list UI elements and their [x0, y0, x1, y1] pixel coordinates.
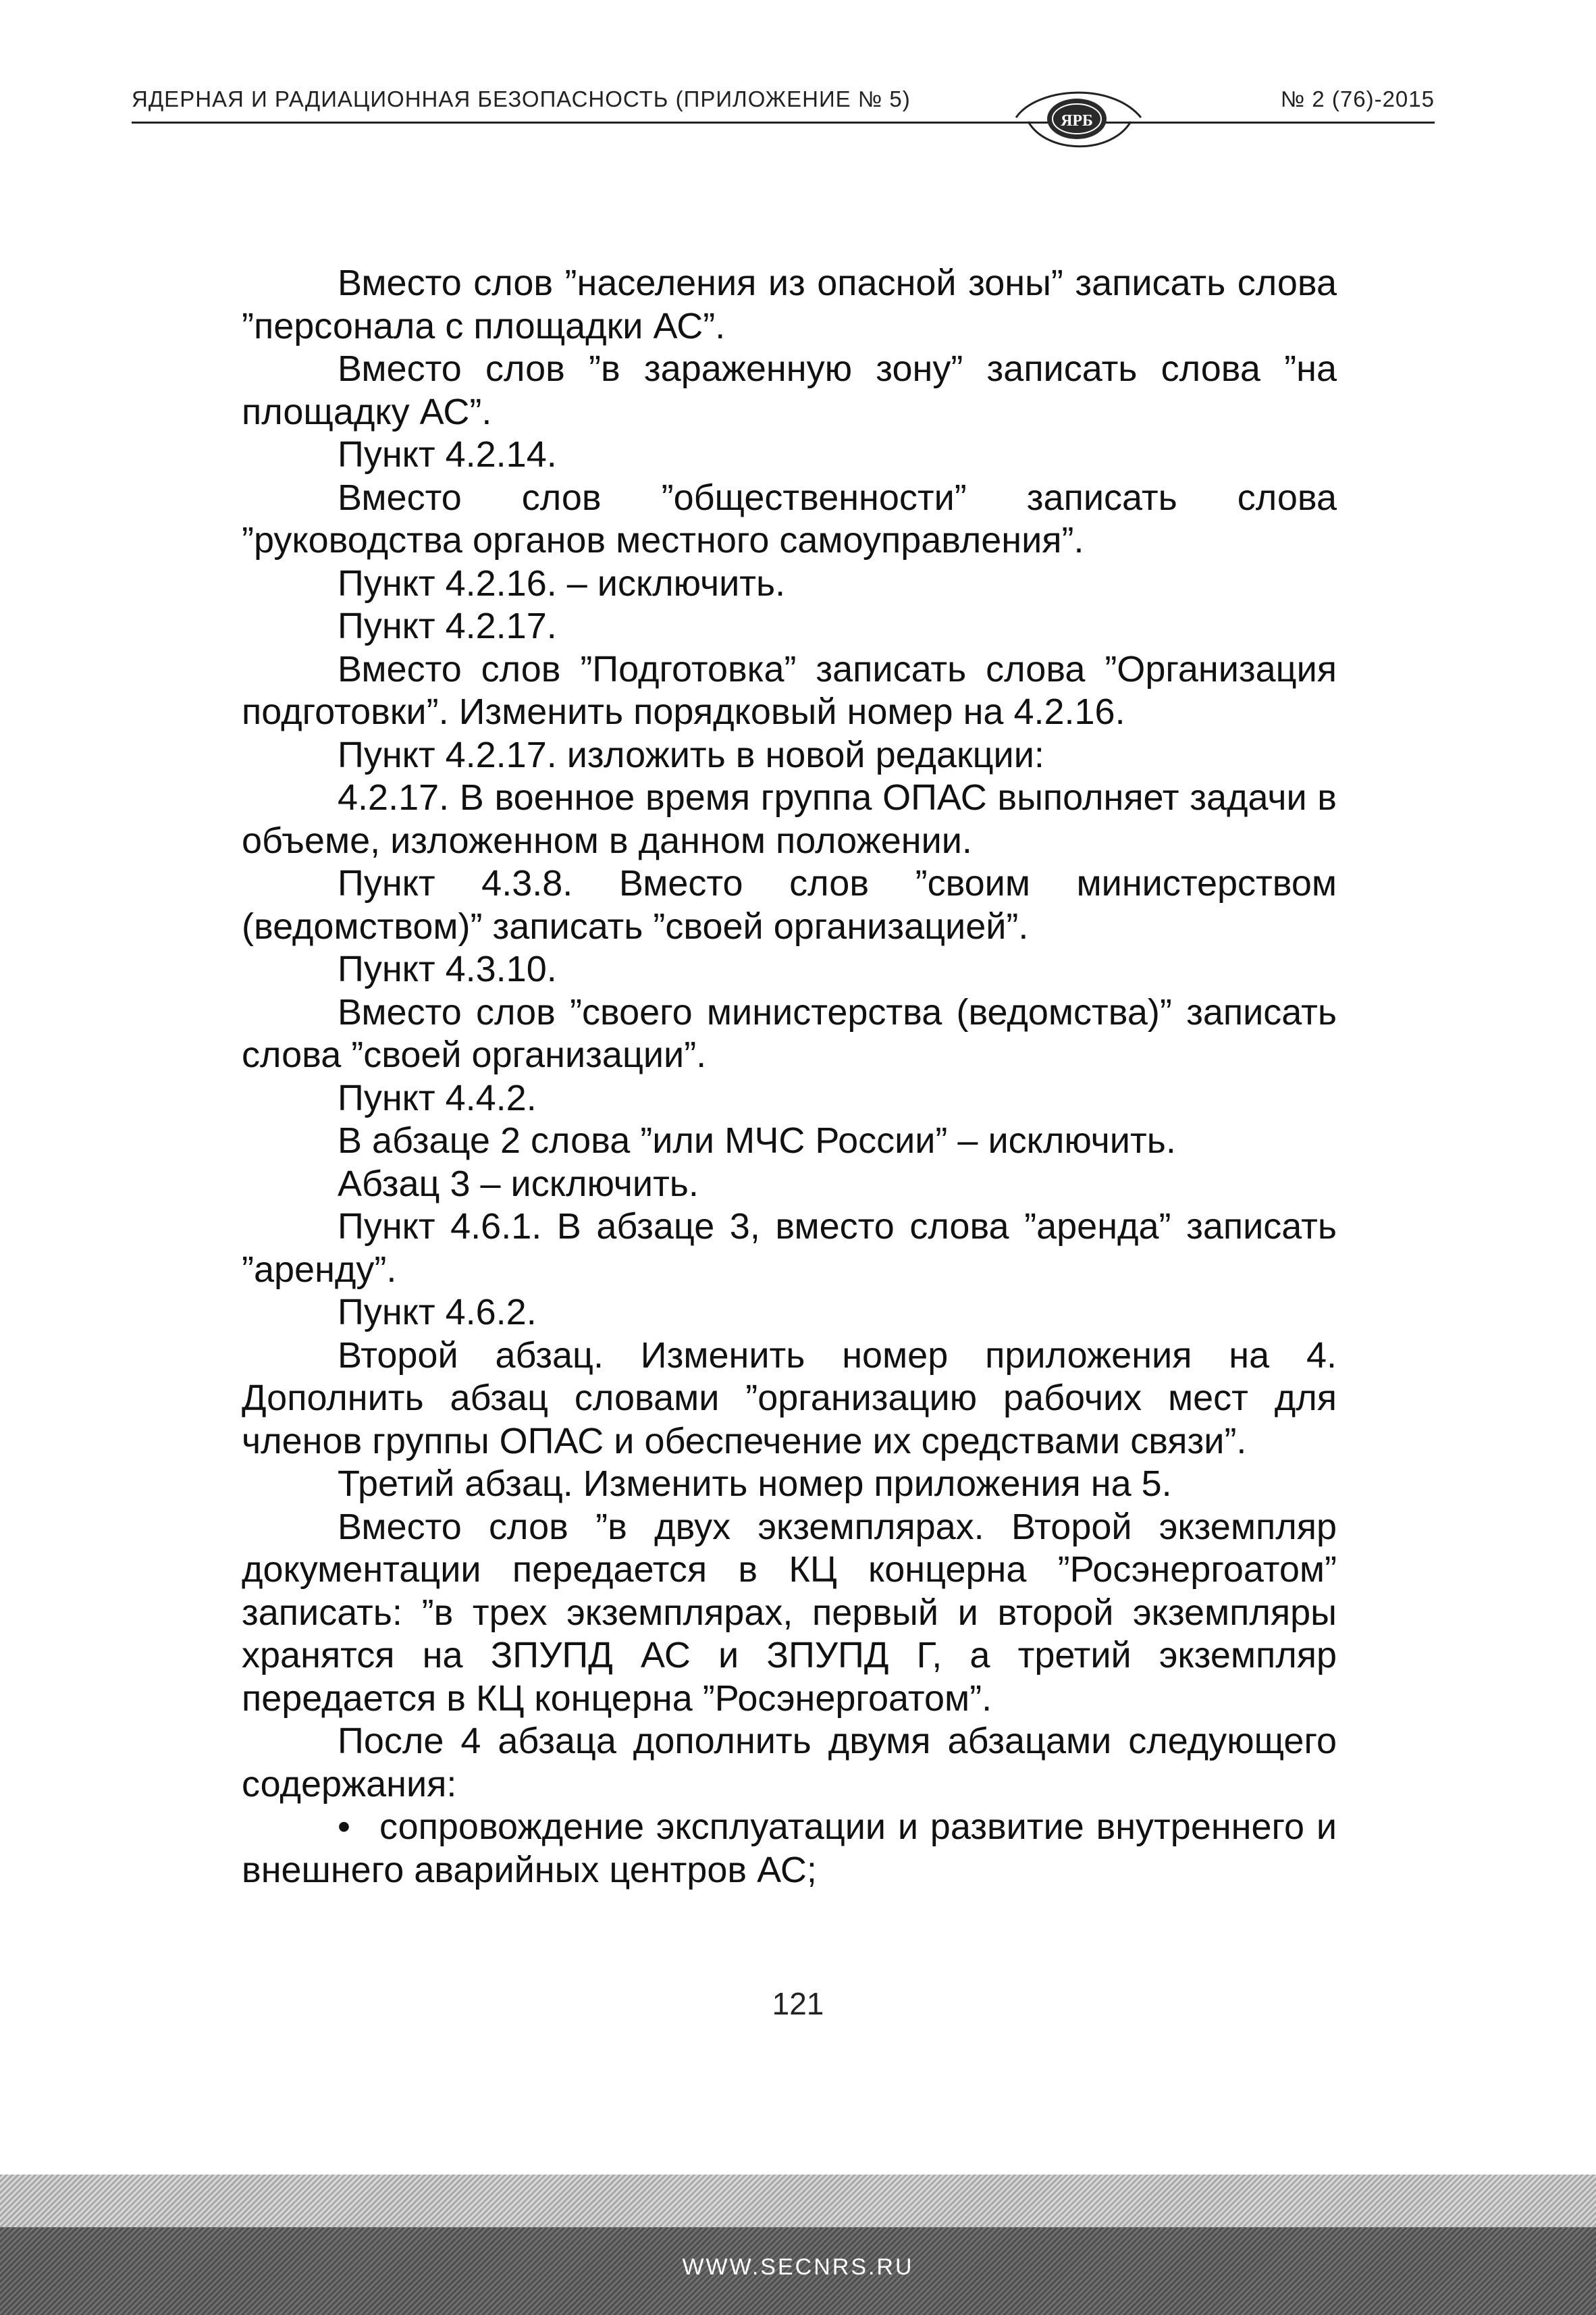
page-header [132, 80, 1435, 154]
journal-title: ЯДЕРНАЯ И РАДИАЦИОННАЯ БЕЗОПАСНОСТЬ (ПРИЛОЖЕНИЕ № 5) [132, 86, 911, 111]
document-body [242, 262, 1337, 1892]
paragraph: Пункт 4.2.14. [338, 434, 557, 475]
logo-lettering: ЯРБ [1061, 112, 1093, 130]
footer-pattern-band [0, 2175, 1596, 2227]
paragraph: Вместо слов ”населения из опасной зоны” записать слова ”персонала с площадки АС”. [242, 263, 1337, 346]
paragraph: В абзаце 2 слова ”или МЧС России” – исключить. [338, 1120, 1176, 1161]
paragraph: Пункт 4.2.17. [338, 606, 557, 646]
paragraph: 4.2.17. В военное время группа ОПАС выполняет задачи в объеме, изложенном в данном положении. [242, 777, 1337, 861]
paragraph: Пункт 4.4.2. [338, 1077, 537, 1118]
paragraph: Пункт 4.2.17. изложить в новой редакции: [338, 734, 1044, 775]
issue-number: № 2 (76)-2015 [1280, 86, 1435, 111]
paragraph: Пункт 4.6.2. [338, 1292, 537, 1332]
paragraph: Пункт 4.6.1. В абзаце 3, вместо слова ”аренда” записать ”аренду”. [242, 1206, 1337, 1290]
bullet-text: сопровождение эксплуатации и развитие внутреннего и внешнего аварийных центров АС; [242, 1806, 1337, 1890]
paragraph: Пункт 4.3.10. [338, 949, 557, 989]
page-number: 121 [772, 1986, 824, 2021]
paragraph: Вместо слов ”в двух экземплярах. Второй экземпляр документации передается в КЦ концерна ”Росэнергоатом” записать: ”в трех экземплярах, первый и второй экземпляры хранятся на ЗПУПД АС и ЗПУПД Г, а третий экземпляр передается в КЦ концерна ”Росэнергоатом”. [242, 1506, 1337, 1719]
paragraph: Вместо слов ”своего министерства (ведомства)” записать слова ”своей организации”. [242, 991, 1337, 1075]
paragraph: Третий абзац. Изменить номер приложения на 5. [338, 1463, 1172, 1504]
paragraph: Вместо слов ”Подготовка” записать слова ”Организация подготовки”. Изменить порядковый номер на 4.2.16. [242, 648, 1337, 732]
bullet-icon: • [338, 1806, 350, 1847]
paragraph: Пункт 4.2.16. – исключить. [338, 563, 786, 604]
bullet-item [242, 1806, 1337, 1892]
page-footer [0, 2175, 1596, 2315]
paragraph: Пункт 4.3.8. Вместо слов ”своим министерством (ведомством)” записать ”своей организацией”. [242, 863, 1337, 947]
header-rule [132, 122, 1435, 124]
website-url: WWW.SECNRS.RU [682, 2254, 914, 2280]
paragraph: Абзац 3 – исключить. [338, 1163, 699, 1204]
paragraph: Вместо слов ”общественности” записать слова ”руководства органов местного самоуправления”. [242, 477, 1337, 561]
paragraph: Второй абзац. Изменить номер приложения на 4. Дополнить абзац словами ”организацию рабочих мест для членов группы ОПАС и обеспечение их средствами связи”. [242, 1334, 1337, 1461]
journal-logo-icon [1009, 74, 1144, 162]
paragraph: После 4 абзаца дополнить двумя абзацами следующего содержания: [242, 1721, 1337, 1804]
paragraph: Вместо слов ”в зараженную зону” записать слова ”на площадку АС”. [242, 348, 1337, 432]
